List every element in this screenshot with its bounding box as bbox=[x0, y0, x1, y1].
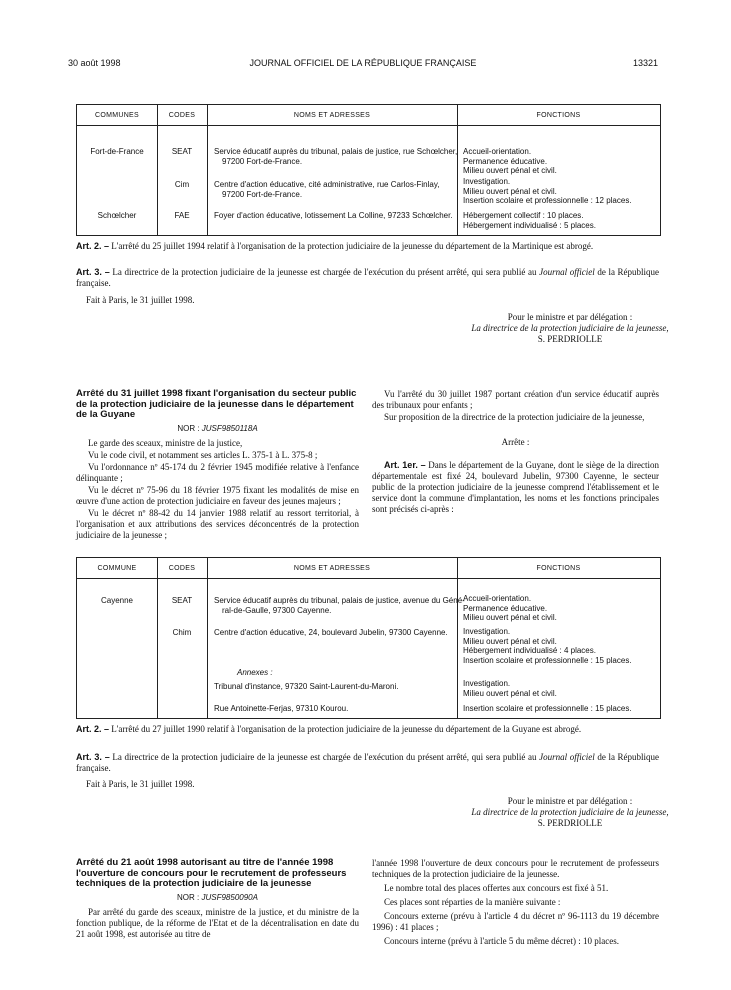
table-guyane bbox=[76, 557, 661, 719]
annexes-label: Annexes : bbox=[237, 668, 273, 677]
fait-guyane: Fait à Paris, le 31 juillet 1998. bbox=[86, 779, 195, 789]
address-line: Centre d'action éducative, 24, boulevard Jubelin, 97300 Cayenne. bbox=[214, 628, 448, 637]
article-label: Art. 1er. – bbox=[384, 460, 426, 470]
cell-address bbox=[214, 628, 448, 638]
signature-block bbox=[430, 796, 710, 829]
table-header-row bbox=[77, 558, 660, 579]
article-label: Art. 3. – bbox=[76, 267, 110, 277]
table-header-row bbox=[77, 105, 660, 126]
function-line: Accueil-orientation. bbox=[463, 147, 532, 156]
address-line: Service éducatif auprès du tribunal, palais de justice, rue Schœlcher, bbox=[214, 147, 458, 156]
nor-reference bbox=[76, 892, 359, 903]
cell-functions bbox=[463, 704, 632, 714]
table-martinique bbox=[76, 104, 661, 236]
column-divider bbox=[457, 105, 458, 235]
paragraph: Par arrêté du garde des sceaux, ministre de la justice, et du ministre de la fonction publique, de la réforme de l'Etat et de la décentralisation en date du 21 août 1998, est autorisée au titre de bbox=[76, 906, 359, 939]
signature-name: S. PERDRIOLLE bbox=[537, 334, 603, 344]
cell-functions bbox=[463, 627, 632, 665]
function-line: Accueil-orientation. bbox=[463, 594, 532, 603]
signature-name: S. PERDRIOLLE bbox=[537, 818, 603, 828]
cell-commune: Schœlcher bbox=[97, 211, 137, 220]
concours-left-column bbox=[76, 858, 359, 941]
guyane-left-column bbox=[76, 389, 359, 542]
nor-reference bbox=[76, 423, 359, 434]
address-line: Service éducatif auprès du tribunal, palais de justice, avenue du Géné- bbox=[214, 596, 465, 605]
cell-commune: Fort-de-France bbox=[90, 147, 144, 156]
function-line: Investigation. bbox=[463, 177, 511, 186]
article-text: La directrice de la protection judiciaire de la jeunesse est chargée de l'exécution du présent arrêté, qui sera publié au bbox=[112, 752, 537, 762]
article-3-martinique bbox=[76, 267, 659, 289]
cell-address bbox=[214, 211, 453, 221]
cell-code: SEAT bbox=[171, 596, 193, 605]
col-header-commune: COMMUNE bbox=[97, 565, 137, 572]
address-line: Foyer d'action éducative, lotissement La Colline, 97233 Schœlcher. bbox=[214, 211, 453, 220]
function-line: Insertion scolaire et professionnelle : 12 places. bbox=[463, 196, 632, 205]
column-divider bbox=[207, 558, 208, 718]
paragraph: l'année 1998 l'ouverture de deux concours pour le recrutement de professeurs techniques de la protection judiciaire de la jeunesse. bbox=[372, 858, 659, 879]
address-line: 97200 Fort-de-France. bbox=[222, 156, 303, 166]
function-line: Hébergement collectif : 10 places. bbox=[463, 211, 584, 220]
paragraph: Vu l'ordonnance nº 45-174 du 2 février 1945 modifiée relative à l'enfance délinquante ; bbox=[76, 461, 359, 483]
article-text: de la République française. bbox=[76, 267, 660, 288]
col-header-codes: CODES bbox=[168, 565, 196, 572]
nor-label: NOR : bbox=[177, 423, 200, 433]
cell-functions bbox=[463, 594, 557, 623]
cell-address bbox=[214, 180, 439, 199]
cell-functions bbox=[463, 177, 632, 206]
paragraph: Concours interne (prévu à l'article 5 du même décret) : 10 places. bbox=[384, 936, 620, 946]
article-2-martinique bbox=[76, 241, 659, 252]
function-line: Milieu ouvert pénal et civil. bbox=[463, 186, 557, 196]
guyane-right-column bbox=[372, 389, 659, 516]
function-line: Hébergement individualisé : 5 places. bbox=[463, 220, 596, 230]
col-header-noms: NOMS ET ADRESSES bbox=[293, 565, 371, 572]
cell-code: Chim bbox=[172, 628, 192, 637]
page-header bbox=[68, 58, 658, 70]
function-line: Investigation. bbox=[463, 627, 511, 636]
nor-label: NOR : bbox=[177, 892, 200, 902]
paragraph: Vu le décret nº 88-42 du 14 janvier 1988 relatif au ressort territorial, à l'organisation et aux attributions des services déconcentrés de la protection judiciaire de la jeunesse ; bbox=[76, 507, 359, 540]
journal-name: Journal officiel bbox=[539, 752, 595, 762]
signature-block bbox=[430, 312, 710, 345]
function-line: Milieu ouvert pénal et civil. bbox=[463, 636, 557, 646]
paragraph: Concours externe (prévu à l'article 4 du décret nº 96-1113 du 19 décembre 1996) : 41 places ; bbox=[372, 911, 659, 932]
function-line: Permanence éducative. bbox=[463, 156, 548, 166]
signature-line: La directrice de la protection judiciaire de la jeunesse, bbox=[471, 323, 669, 333]
cell-address: Rue Antoinette-Ferjas, 97310 Kourou. bbox=[214, 704, 349, 713]
paragraph: Le garde des sceaux, ministre de la justice, bbox=[88, 437, 243, 448]
header-date: 30 août 1998 bbox=[68, 58, 121, 68]
col-header-fonctions: FONCTIONS bbox=[536, 565, 581, 572]
cell-functions bbox=[463, 211, 596, 230]
paragraph: Vu le code civil, et notamment ses articles L. 375-1 à L. 375-8 ; bbox=[88, 449, 318, 460]
function-line: Permanence éducative. bbox=[463, 603, 548, 613]
journal-name: Journal officiel bbox=[539, 267, 595, 277]
paragraph: Vu l'arrêté du 30 juillet 1987 portant création d'un service éducatif auprès des tribunaux pour enfants ; bbox=[372, 389, 659, 410]
fait-martinique: Fait à Paris, le 31 juillet 1998. bbox=[86, 295, 195, 305]
signature-line: La directrice de la protection judiciaire de la jeunesse, bbox=[471, 807, 669, 817]
cell-code: FAE bbox=[174, 211, 190, 220]
address-line: ral-de-Gaulle, 97300 Cayenne. bbox=[222, 605, 332, 615]
function-line: Milieu ouvert pénal et civil. bbox=[463, 613, 557, 622]
article-text: L'arrêté du 25 juillet 1994 relatif à l'organisation de la protection judiciaire de la jeunesse du département de la Martinique est abrogé. bbox=[111, 241, 594, 251]
concours-right-column bbox=[372, 858, 659, 948]
paragraph: Le nombre total des places offertes aux concours est fixé à 51. bbox=[384, 883, 609, 893]
col-header-fonctions: FONCTIONS bbox=[536, 112, 581, 119]
cell-address: Tribunal d'instance, 97320 Saint-Laurent-du-Maroni. bbox=[214, 682, 399, 691]
function-line: Investigation. bbox=[463, 679, 511, 688]
function-line: Insertion scolaire et professionnelle : 15 places. bbox=[463, 704, 632, 713]
cell-functions bbox=[463, 679, 557, 698]
article-3-guyane bbox=[76, 752, 659, 774]
cell-commune: Cayenne bbox=[100, 596, 134, 605]
cell-address bbox=[214, 596, 465, 615]
paragraph: Vu le décret nº 75-96 du 18 février 1975 fixant les modalités de mise en œuvre d'une action de protection judiciaire en faveur des jeunes majeurs ; bbox=[76, 484, 359, 506]
cell-functions bbox=[463, 147, 557, 176]
article-text: La directrice de la protection judiciaire de la jeunesse est chargée de l'exécution du présent arrêté, qui sera publié au bbox=[112, 267, 537, 277]
nor-value: JUSF9850090A bbox=[201, 892, 258, 902]
decree-title: Arrêté du 31 juillet 1998 fixant l'organisation du secteur public de la protection judiciaire de la jeunesse dans le département de la Guyane bbox=[76, 388, 357, 420]
article-label: Art. 3. – bbox=[76, 752, 110, 762]
column-divider bbox=[207, 105, 208, 235]
article-2-guyane bbox=[76, 724, 659, 735]
cell-code: SEAT bbox=[171, 147, 193, 156]
signature-line: Pour le ministre et par délégation : bbox=[507, 312, 633, 322]
col-header-communes: COMMUNES bbox=[94, 112, 139, 119]
paragraph: Ces places sont réparties de la manière suivante : bbox=[384, 897, 561, 907]
arrete-heading: Arrête : bbox=[501, 437, 530, 447]
decree-title: Arrêté du 21 août 1998 autorisant au titre de l'année 1998 l'ouverture de concours pour le recrutement de professeurs techniques de la protection judiciaire de la jeunesse bbox=[76, 857, 347, 889]
article-text: Dans le département de la Guyane, dont le siège de la direction départementale est fixé 24, boulevard Jubelin, 97300 Cayenne, le secteur public de la protection judiciaire de la jeunesse comprend l'établissement et le service dont la commune d'implantation, les noms et les fonctions principales sont précisés ci-après : bbox=[372, 460, 659, 514]
cell-code: Cim bbox=[174, 180, 190, 189]
article-text: de la République française. bbox=[76, 752, 660, 773]
header-title: JOURNAL OFFICIEL DE LA RÉPUBLIQUE FRANÇAISE bbox=[249, 58, 477, 68]
cell-address bbox=[214, 147, 457, 166]
function-line: Hébergement individualisé : 4 places. bbox=[463, 646, 596, 655]
article-text: L'arrêté du 27 juillet 1990 relatif à l'organisation de la protection judiciaire de la jeunesse du département de la Guyane est abrogé. bbox=[111, 724, 582, 734]
article-1-guyane bbox=[372, 460, 659, 515]
nor-value: JUSF9850118A bbox=[201, 423, 258, 433]
function-line: Milieu ouvert pénal et civil. bbox=[463, 688, 557, 698]
address-line: Centre d'action éducative, cité administrative, rue Carlos-Finlay, bbox=[214, 180, 440, 189]
address-line: 97200 Fort-de-France. bbox=[222, 189, 303, 199]
column-divider bbox=[457, 558, 458, 718]
col-header-noms: NOMS ET ADRESSES bbox=[293, 112, 371, 119]
function-line: Insertion scolaire et professionnelle : 15 places. bbox=[463, 655, 632, 665]
col-header-codes: CODES bbox=[168, 112, 196, 119]
article-label: Art. 2. – bbox=[76, 724, 110, 734]
paragraph: Sur proposition de la directrice de la protection judiciaire de la jeunesse, bbox=[384, 412, 645, 422]
article-label: Art. 2. – bbox=[76, 241, 110, 251]
header-page-number: 13321 bbox=[632, 58, 658, 68]
column-divider bbox=[157, 558, 158, 718]
signature-line: Pour le ministre et par délégation : bbox=[507, 796, 633, 806]
function-line: Milieu ouvert pénal et civil. bbox=[463, 166, 557, 175]
